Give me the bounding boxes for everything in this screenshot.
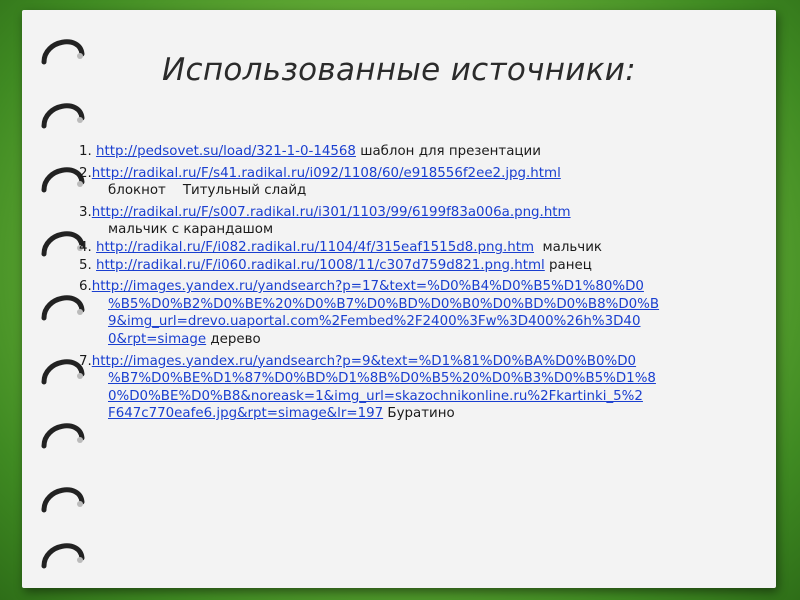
source-number: 5. (79, 257, 92, 273)
source-link[interactable]: http://radikal.ru/F/s007.radikal.ru/i301/1103/99/6199f83a006a.png.htm (91, 204, 571, 220)
source-link-line: %B5%D0%B2%D0%BE%20%D0%B7%D0%BD%D0%B0%D0%BD%D0%B8%D0%B (108, 296, 660, 312)
source-number: 2. (79, 165, 92, 181)
source-link[interactable]: http://pedsovet.su/load/321-1-0-14568 (96, 144, 356, 159)
source-description: мальчик с карандашом (108, 222, 274, 238)
spiral-ring-icon (40, 32, 88, 68)
source-number: 3. (79, 204, 92, 220)
source-number: 4. (79, 239, 92, 255)
source-link[interactable] (79, 279, 769, 347)
source-link-line: http://images.yandex.ru/yandsearch?p=17&text=%D0%B4%D0%B5%D1%80%D0 (91, 279, 644, 295)
sources-list (79, 143, 769, 423)
source-item-6 (79, 278, 769, 348)
source-link-line: 0&rpt=simage (108, 331, 207, 347)
source-item-5 (79, 257, 769, 275)
source-item-1 (79, 143, 769, 161)
source-description: дерево (206, 331, 261, 347)
source-link-line: F647c770eafe6.jpg&rpt=simage&lr=197 (108, 406, 384, 422)
source-link[interactable]: http://radikal.ru/F/s41.radikal.ru/i092/1108/60/e918556f2ee2.jpg.html (91, 165, 561, 181)
spiral-ring-icon (40, 536, 88, 572)
slide-title: Использованные источники: (162, 52, 636, 88)
spiral-ring-icon (40, 96, 88, 132)
source-link-line: 9&img_url=drevo.uaportal.com%2Fembed%2F2400%3Fw%3D400%26h%3D40 (108, 314, 641, 330)
source-item-2 (79, 165, 769, 200)
source-number: 1. (79, 144, 92, 159)
source-link[interactable]: http://radikal.ru/F/i060.radikal.ru/1008/11/c307d759d821.png.html (96, 257, 545, 273)
source-link[interactable]: http://radikal.ru/F/i082.radikal.ru/1104/4f/315eaf1515d8.png.htm (96, 239, 535, 255)
source-description: шаблон для презентации (355, 144, 541, 159)
source-number: 6. (79, 279, 92, 295)
source-link-line: %B7%D0%BE%D1%87%D0%BD%D1%8B%D0%B5%20%D0%B3%D0%B5%D1%8 (108, 371, 656, 387)
source-link-line: http://images.yandex.ru/yandsearch?p=9&text=%D1%81%D0%BA%D0%B0%D0 (91, 353, 637, 369)
source-description: Буратино (383, 406, 455, 422)
source-item-7 (79, 353, 769, 423)
source-item-4 (79, 239, 769, 257)
source-description: ранец (544, 257, 592, 273)
source-description: блокнот Титульный слайд (108, 183, 307, 199)
source-item-3 (79, 204, 769, 239)
source-description: мальчик (534, 239, 603, 255)
source-number: 7. (79, 353, 92, 369)
spiral-ring-icon (40, 480, 88, 516)
source-link-line: 0%D0%BE%D0%B8&noreask=1&img_url=skazochnikonline.ru%2Fkartinki_5%2 (108, 388, 643, 404)
